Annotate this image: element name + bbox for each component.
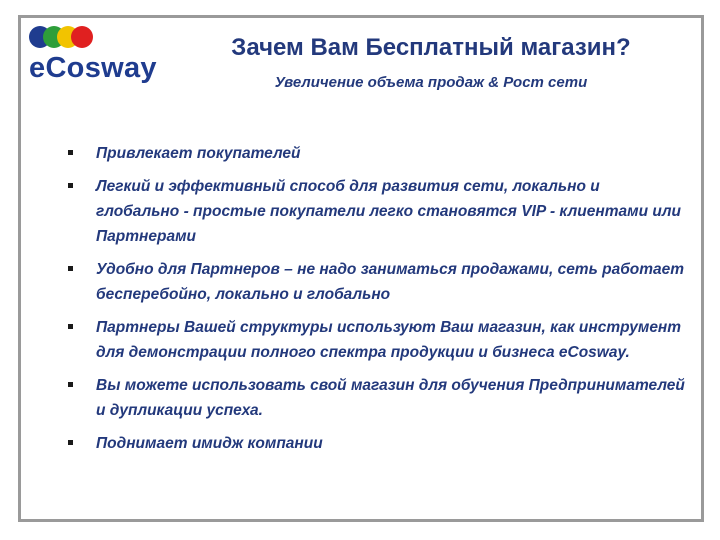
bullet-item (66, 141, 686, 166)
logo-wordmark-main: Cosway (45, 52, 157, 84)
bullet-item (66, 373, 686, 423)
logo-wordmark (29, 52, 157, 85)
bullet-square-icon (68, 324, 73, 329)
logo-dot-red (71, 26, 93, 48)
bullet-text: Партнеры Вашей структуры используют Ваш магазин, как инструмент для демонстрации полного спектра продукции и бизнеса eCosway. (96, 319, 682, 361)
bullet-list (66, 141, 686, 464)
bullet-text: Привлекает покупателей (96, 145, 301, 162)
bullet-square-icon (68, 266, 73, 271)
bullet-item (66, 257, 686, 307)
slide-frame (18, 15, 704, 522)
bullet-item (66, 431, 686, 456)
bullet-item (66, 174, 686, 249)
bullet-item (66, 315, 686, 365)
slide-title: Зачем Вам Бесплатный магазин? (231, 34, 631, 61)
ecosway-logo (29, 26, 159, 96)
bullet-square-icon (68, 440, 73, 445)
bullet-text: Вы можете использовать свой магазин для обучения Предпринимателей и дупликации успеха. (96, 377, 685, 419)
logo-wordmark-prefix: e (29, 52, 46, 84)
bullet-square-icon (68, 183, 73, 188)
bullet-square-icon (68, 150, 73, 155)
bullet-text: Поднимает имидж компании (96, 435, 323, 452)
bullet-text: Легкий и эффективный способ для развития сети, локально и глобально - простые покупатели легко становятся VIP - клиентами или Партнерами (96, 178, 681, 245)
bullet-square-icon (68, 382, 73, 387)
bullet-text: Удобно для Партнеров – не надо заниматься продажами, сеть работает бесперебойно, локально и глобально (96, 261, 685, 303)
slide-subtitle: Увеличение объема продаж & Рост сети (274, 74, 588, 91)
